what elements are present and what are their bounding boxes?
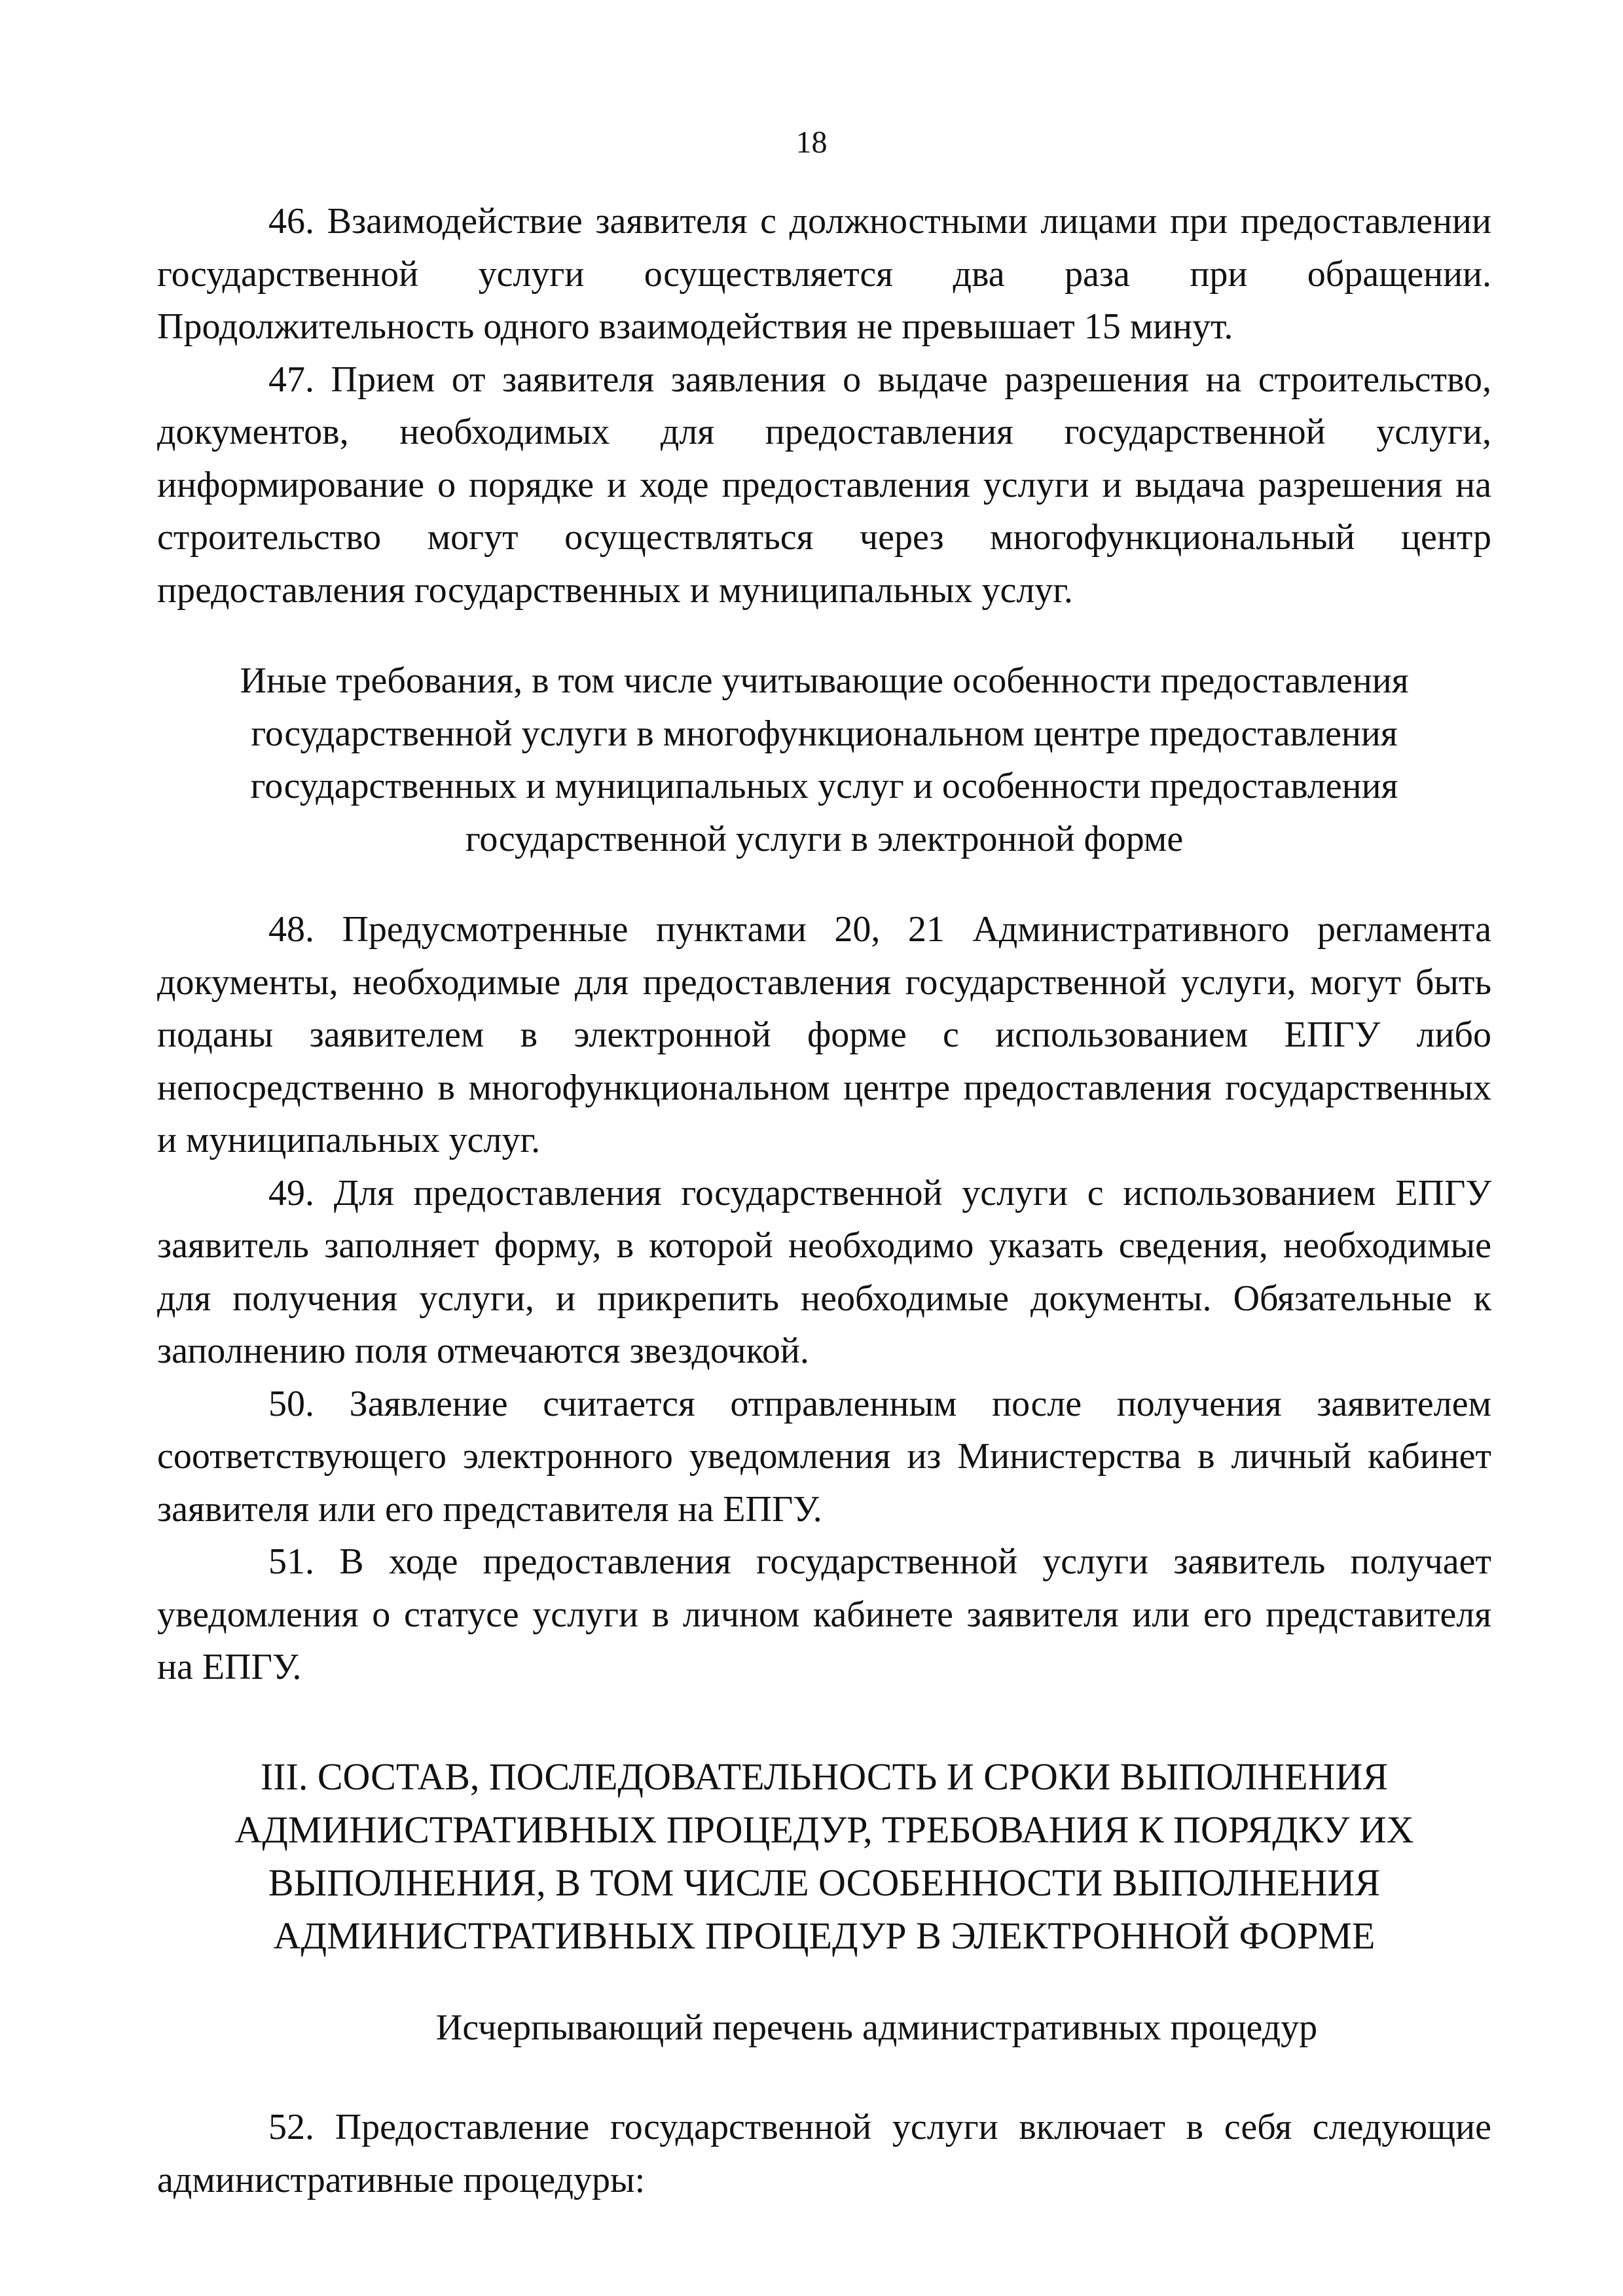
section-heading-line: АДМИНИСТРАТИВНЫХ ПРОЦЕДУР, ТРЕБОВАНИЯ К ПОРЯДКУ ИХ [234,1808,1414,1851]
paragraph-50: 50. Заявление считается отправленным после получения заявителем соответствующего электронного уведомления из Министерства в личный кабинет заявителя или его представителя на ЕПГУ. [157,1383,1491,1530]
subheading-procedures-list: Исчерпывающий перечень административных процедур [435,2007,1318,2048]
paragraph-51: 51. В ходе предоставления государственной услуги заявитель получает уведомления о статусе услуги в личном кабинете заявителя или его представителя на ЕПГУ. [157,1541,1491,1687]
page-number: 18 [795,125,828,160]
section-heading-line: III. СОСТАВ, ПОСЛЕДОВАТЕЛЬНОСТЬ И СРОКИ ВЫПОЛНЕНИЯ [260,1755,1389,1798]
section-heading-line: АДМИНИСТРАТИВНЫХ ПРОЦЕДУР В ЭЛЕКТРОННОЙ ФОРМЕ [273,1914,1376,1957]
section-heading-iii [157,1750,1491,1962]
paragraph-48: 48. Предусмотренные пунктами 20, 21 Административного регламента документы, необходимые для предоставления государственной услуги, могут быть поданы заявителем в электронной форме с использованием ЕПГУ либо непосредственно в многофункциональном центре предоставления государственных и муниципальных услуг. [157,909,1491,1160]
paragraph-49: 49. Для предоставления государственной услуги с использованием ЕПГУ заявитель заполняет форму, в которой необходимо указать сведения, необходимые для получения услуги, и прикрепить необходимые документы. Обязательные к заполнению поля отмечаются звездочкой. [157,1172,1491,1371]
page-content [157,195,1491,2206]
paragraph-47: 47. Прием от заявителя заявления о выдаче разрешения на строительство, документов, необходимых для предоставления государственной услуги, информирование о порядке и ходе предоставления услуги и выдача разрешения на строительство могут осуществляться через многофункциональный центр предоставления государственных и муниципальных услуг. [157,359,1491,611]
subheading-other-requirements: Иные требования, в том числе учитывающие особенности предоставления государственной услуги в многофункциональном центре предоставления государственных и муниципальных услуг и особенности предоставления государственной услуги в электронной форме [240,660,1409,859]
paragraph-52: 52. Предоставление государственной услуги включает в себя следующие административные процедуры: [157,2107,1491,2200]
section-heading-line: ВЫПОЛНЕНИЯ, В ТОМ ЧИСЛЕ ОСОБЕННОСТИ ВЫПОЛНЕНИЯ [268,1861,1381,1904]
paragraph-46: 46. Взаимодействие заявителя с должностными лицами при предоставлении государственной услуги осуществляется два раза при обращении. Продолжительность одного взаимодействия не превышает 15 минут. [157,201,1491,347]
